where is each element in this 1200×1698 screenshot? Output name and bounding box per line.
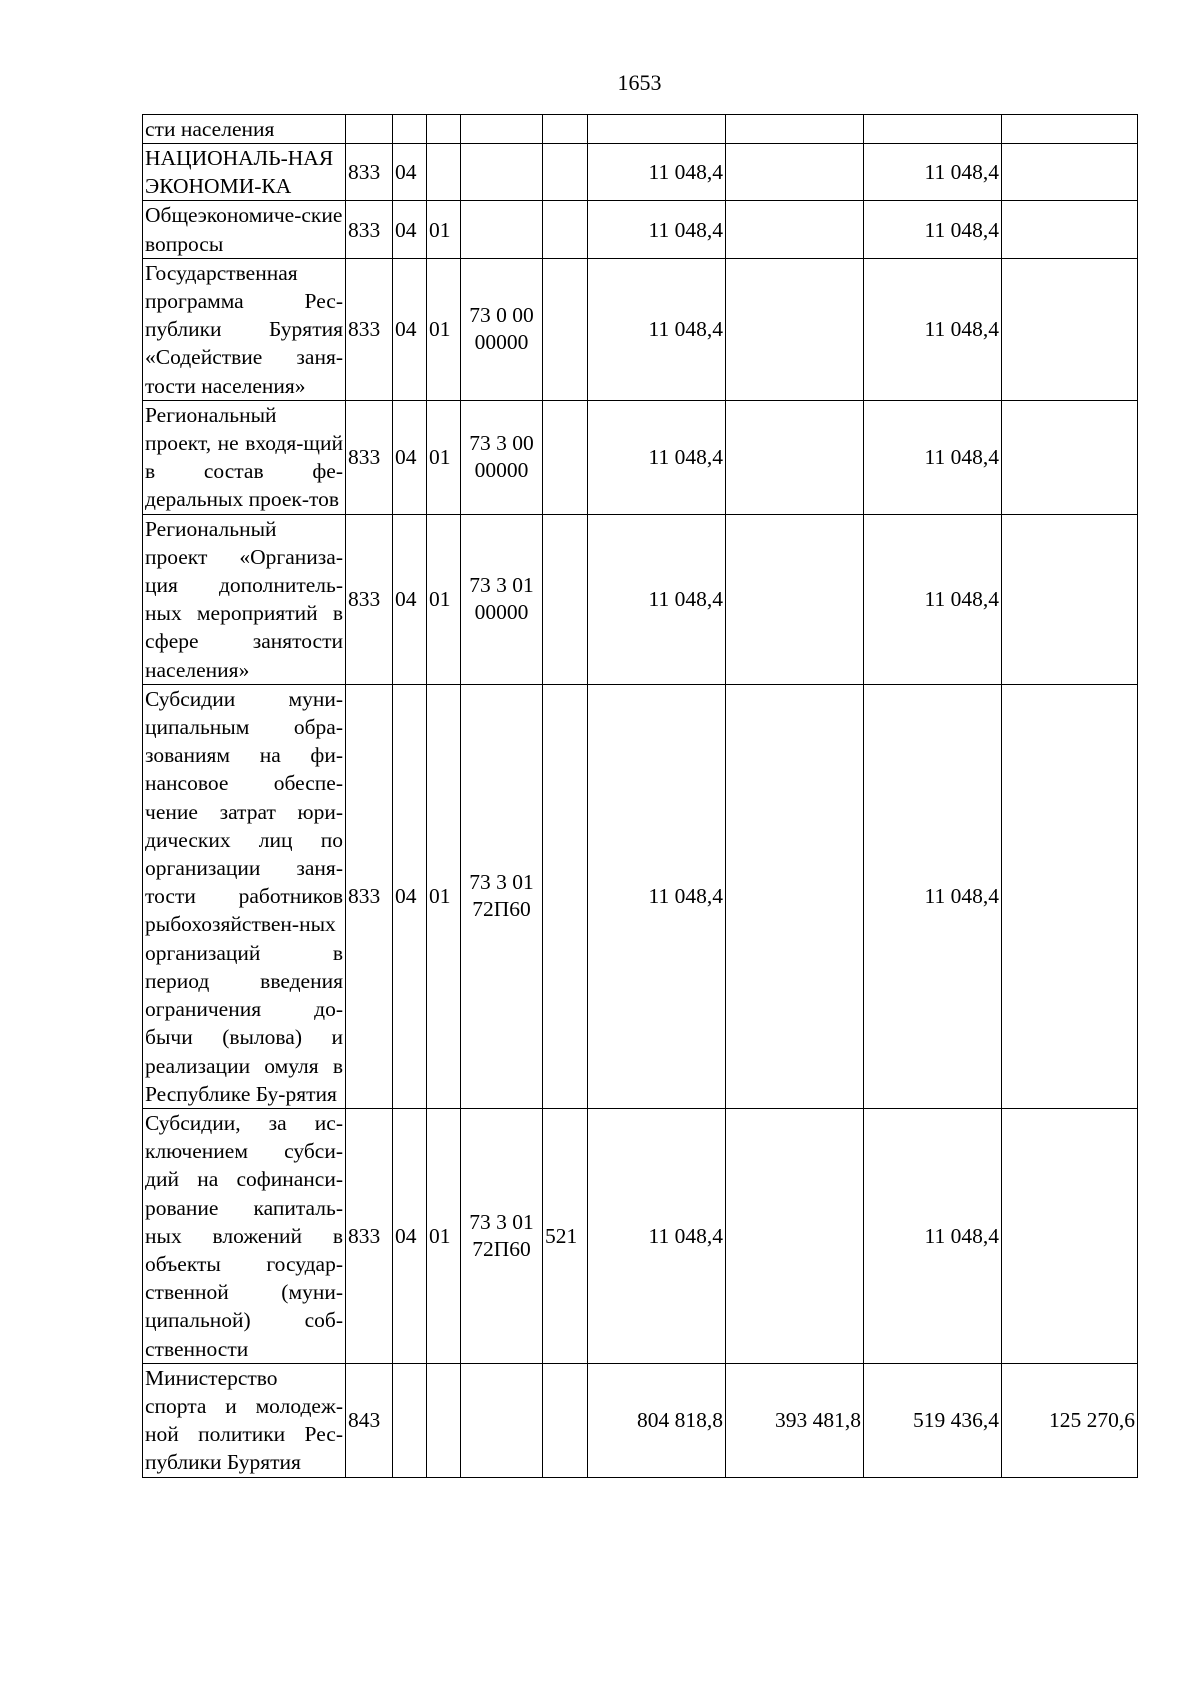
section-code: 04 — [393, 258, 427, 400]
amount-total: 11 048,4 — [588, 201, 726, 258]
amount-col-2: 11 048,4 — [864, 514, 1002, 684]
subsection-code: 01 — [427, 1108, 461, 1363]
subsection-code: 01 — [427, 258, 461, 400]
table-row — [143, 201, 1138, 258]
table-row — [143, 1108, 1138, 1363]
subsection-code: 01 — [427, 400, 461, 514]
subsection-code — [427, 115, 461, 144]
expense-type-code — [543, 201, 588, 258]
expense-type-code — [543, 1363, 588, 1477]
target-article-code — [461, 201, 543, 258]
amount-total: 11 048,4 — [588, 258, 726, 400]
grbs-code: 833 — [346, 684, 393, 1108]
amount-col-1 — [726, 115, 864, 144]
expense-type-code — [543, 400, 588, 514]
table-row — [143, 144, 1138, 201]
table-row — [143, 258, 1138, 400]
page-number: 1653 — [617, 70, 662, 95]
amount-total: 804 818,8 — [588, 1363, 726, 1477]
amount-col-2: 11 048,4 — [864, 1108, 1002, 1363]
target-article-code: 73 3 01 72П60 — [461, 1108, 543, 1363]
expense-type-code — [543, 258, 588, 400]
grbs-code: 833 — [346, 258, 393, 400]
amount-col-2: 11 048,4 — [864, 144, 1002, 201]
amount-col-2: 519 436,4 — [864, 1363, 1002, 1477]
amount-col-3 — [1002, 144, 1138, 201]
amount-col-1 — [726, 258, 864, 400]
amount-col-2: 11 048,4 — [864, 400, 1002, 514]
section-code: 04 — [393, 201, 427, 258]
grbs-code: 833 — [346, 1108, 393, 1363]
amount-col-1 — [726, 144, 864, 201]
amount-col-3 — [1002, 1108, 1138, 1363]
subsection-code — [427, 144, 461, 201]
section-code — [393, 115, 427, 144]
amount-col-3 — [1002, 684, 1138, 1108]
grbs-code: 843 — [346, 1363, 393, 1477]
budget-table — [142, 114, 1138, 1478]
row-name: НАЦИОНАЛЬ-НАЯ ЭКОНОМИ-КА — [143, 144, 346, 201]
amount-total: 11 048,4 — [588, 144, 726, 201]
expense-type-code — [543, 115, 588, 144]
amount-col-3 — [1002, 514, 1138, 684]
target-article-code: 73 3 01 00000 — [461, 514, 543, 684]
amount-col-3 — [1002, 115, 1138, 144]
expense-type-code: 521 — [543, 1108, 588, 1363]
target-article-code — [461, 1363, 543, 1477]
target-article-code: 73 3 01 72П60 — [461, 684, 543, 1108]
amount-col-1 — [726, 514, 864, 684]
subsection-code: 01 — [427, 684, 461, 1108]
target-article-code — [461, 115, 543, 144]
amount-col-2: 11 048,4 — [864, 258, 1002, 400]
section-code: 04 — [393, 1108, 427, 1363]
row-name: сти населения — [143, 115, 346, 144]
table-row — [143, 400, 1138, 514]
amount-col-1 — [726, 684, 864, 1108]
amount-col-3 — [1002, 400, 1138, 514]
table-row — [143, 115, 1138, 144]
amount-col-1 — [726, 1108, 864, 1363]
target-article-code: 73 0 00 00000 — [461, 258, 543, 400]
amount-col-3 — [1002, 258, 1138, 400]
expense-type-code — [543, 684, 588, 1108]
amount-col-3: 125 270,6 — [1002, 1363, 1138, 1477]
table-row — [143, 684, 1138, 1108]
amount-col-1: 393 481,8 — [726, 1363, 864, 1477]
amount-col-1 — [726, 400, 864, 514]
section-code — [393, 1363, 427, 1477]
amount-col-3 — [1002, 201, 1138, 258]
amount-total: 11 048,4 — [588, 1108, 726, 1363]
row-name: Субсидии, за ис-ключением субси-дий на софинанси-рование капиталь-ных вложений в объекты государ-ственной (муни-ципальной) соб-ственности — [143, 1108, 346, 1363]
section-code: 04 — [393, 144, 427, 201]
section-code: 04 — [393, 514, 427, 684]
amount-col-2: 11 048,4 — [864, 684, 1002, 1108]
expense-type-code — [543, 514, 588, 684]
amount-col-2 — [864, 115, 1002, 144]
amount-total: 11 048,4 — [588, 684, 726, 1108]
subsection-code: 01 — [427, 514, 461, 684]
amount-col-1 — [726, 201, 864, 258]
row-name: Субсидии муни-ципальным обра-зованиям на фи-нансовое обеспе-чение затрат юри-дических лиц по организации заня-тости работников рыбохозяйствен-ных организаций в период введения ограничения до-бычи (вылова) и реализации омуля в Республике Бу-рятия — [143, 684, 346, 1108]
amount-total — [588, 115, 726, 144]
section-code: 04 — [393, 400, 427, 514]
subsection-code — [427, 1363, 461, 1477]
grbs-code: 833 — [346, 514, 393, 684]
grbs-code: 833 — [346, 201, 393, 258]
target-article-code: 73 3 00 00000 — [461, 400, 543, 514]
expense-type-code — [543, 144, 588, 201]
grbs-code: 833 — [346, 400, 393, 514]
section-code: 04 — [393, 684, 427, 1108]
subsection-code: 01 — [427, 201, 461, 258]
table-row — [143, 1363, 1138, 1477]
grbs-code: 833 — [346, 144, 393, 201]
row-name: Общеэкономиче-ские вопросы — [143, 201, 346, 258]
target-article-code — [461, 144, 543, 201]
amount-total: 11 048,4 — [588, 400, 726, 514]
row-name: Региональный проект, не входя-щий в состав фе-деральных проек-тов — [143, 400, 346, 514]
table-row — [143, 514, 1138, 684]
row-name: Министерство спорта и молодеж-ной политики Рес-публики Бурятия — [143, 1363, 346, 1477]
row-name: Государственная программа Рес-публики Бурятия «Содействие заня-тости населения» — [143, 258, 346, 400]
grbs-code — [346, 115, 393, 144]
row-name: Региональный проект «Организа-ция дополнитель-ных мероприятий в сфере занятости населения» — [143, 514, 346, 684]
amount-total: 11 048,4 — [588, 514, 726, 684]
amount-col-2: 11 048,4 — [864, 201, 1002, 258]
